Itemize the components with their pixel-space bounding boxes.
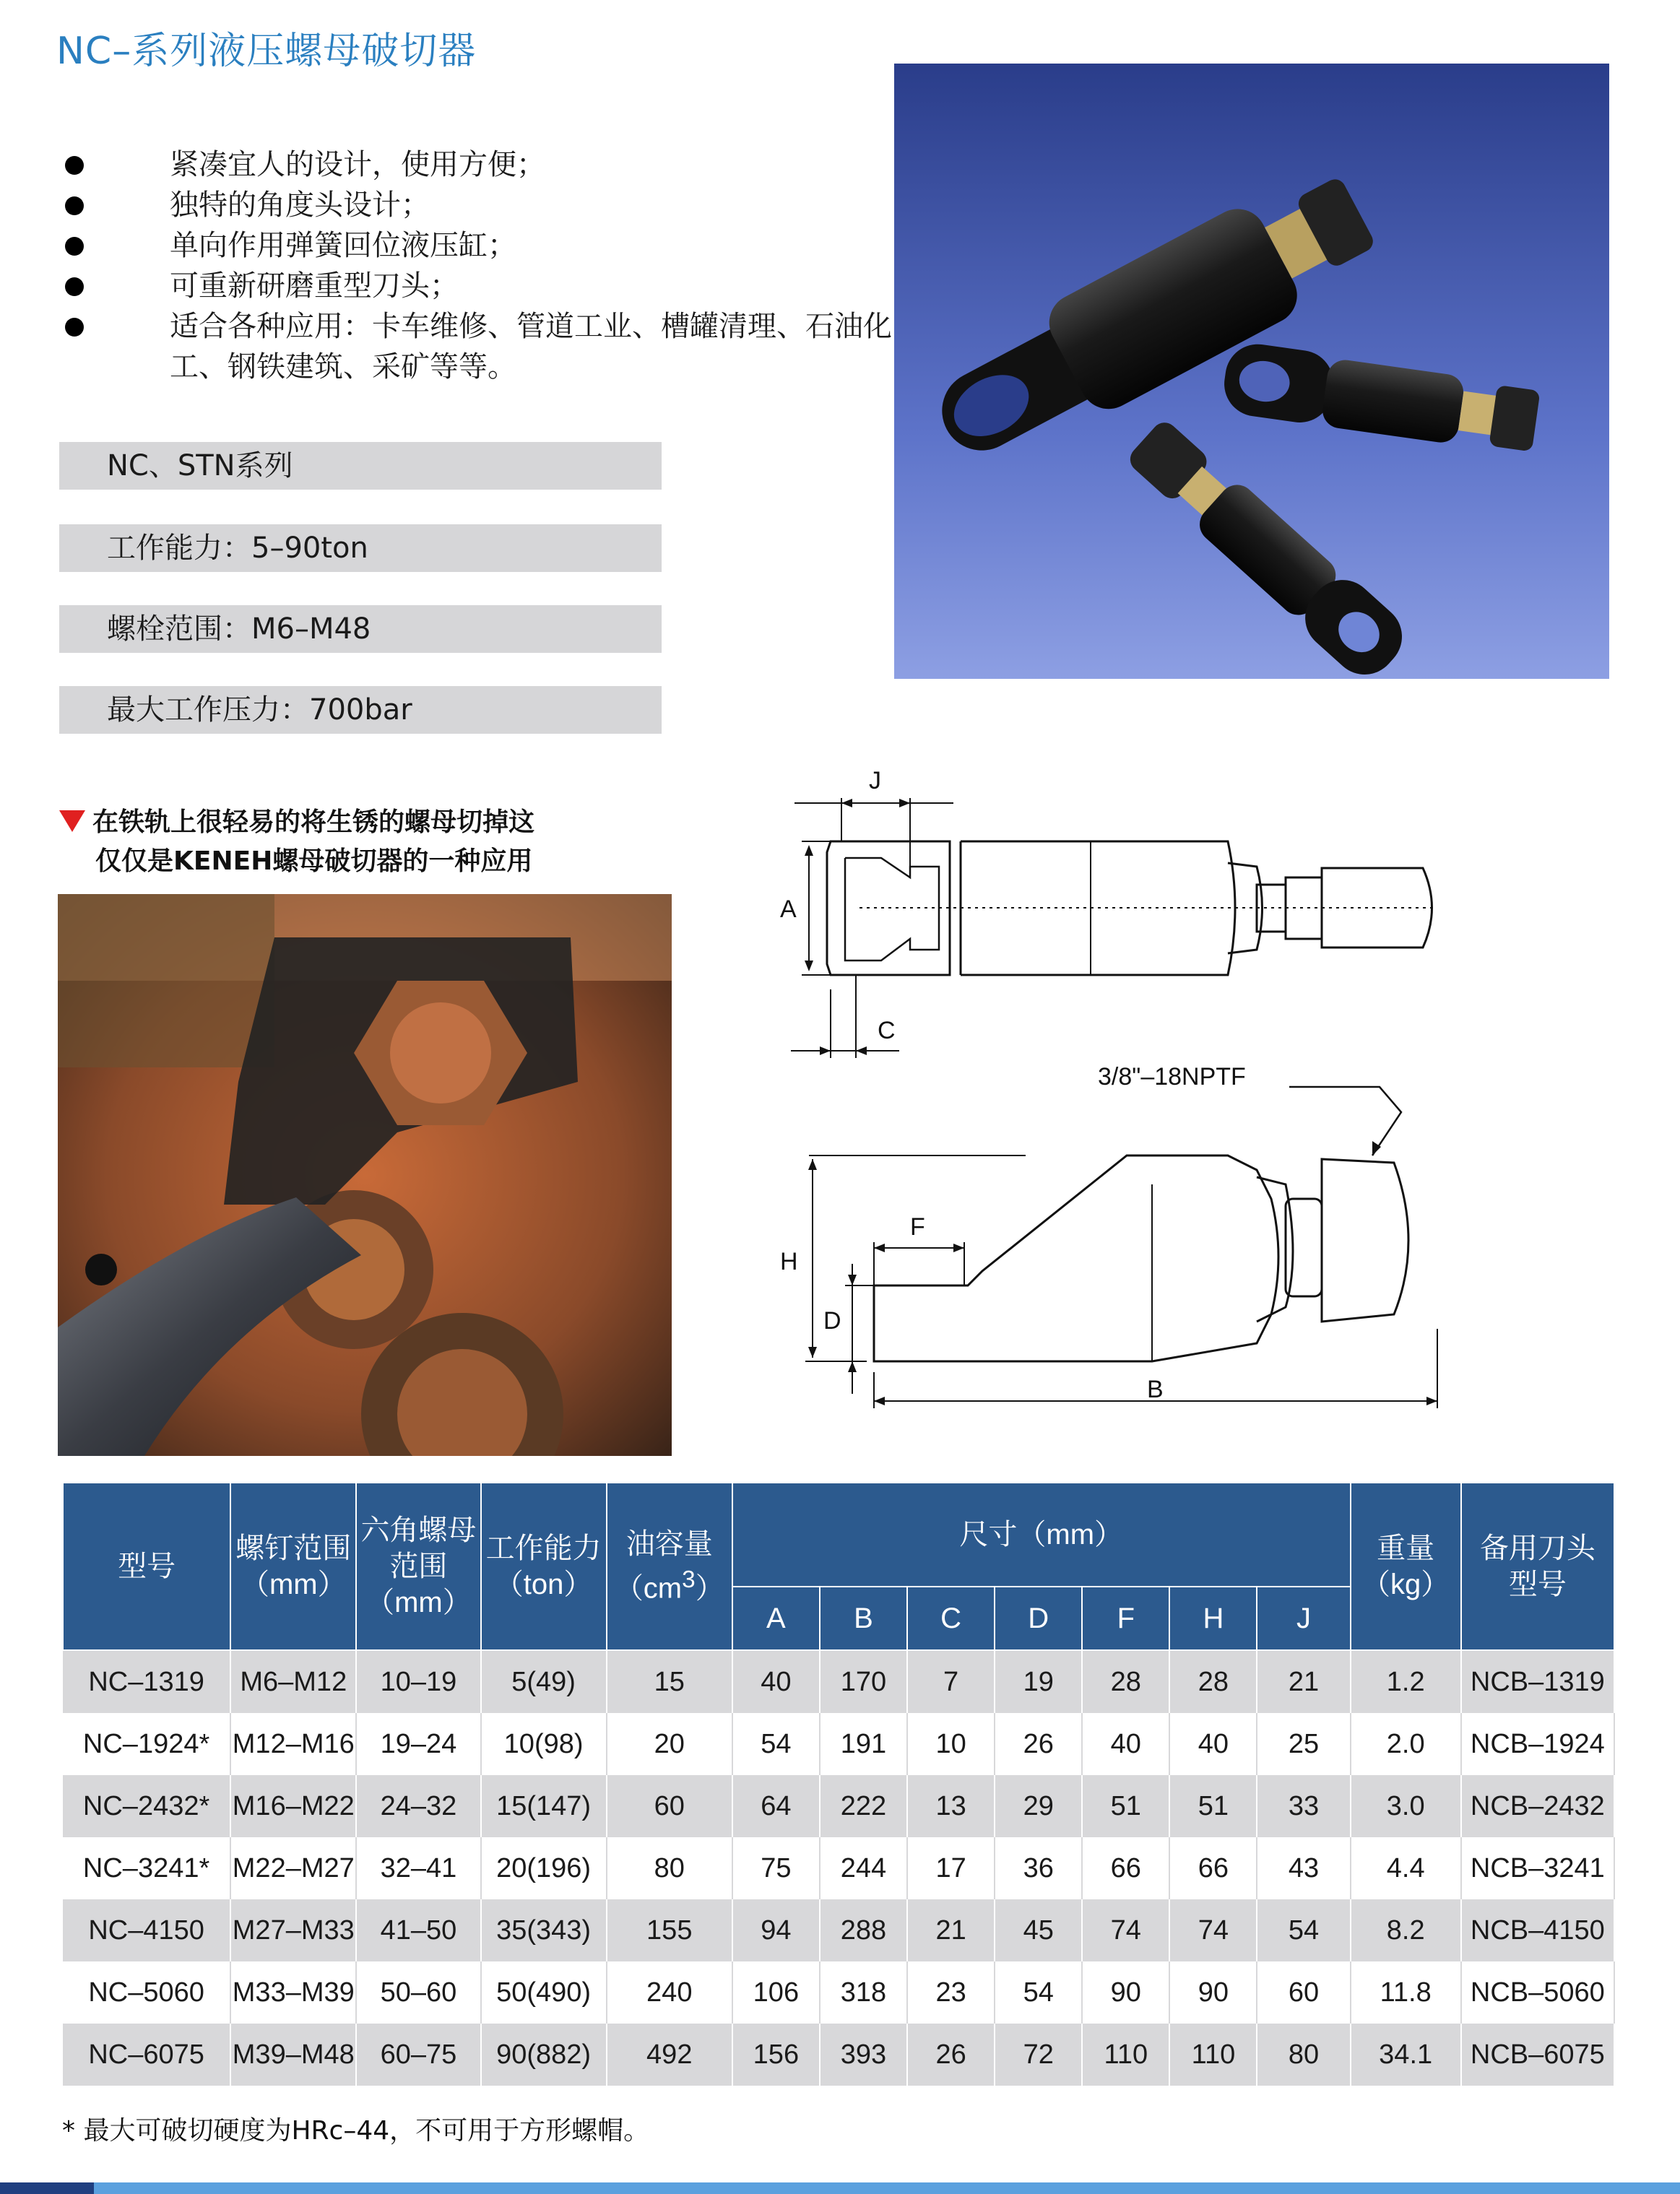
table-cell: NCB–4150	[1461, 1899, 1614, 1961]
table-cell: M27–M33	[230, 1899, 356, 1961]
table-cell: M22–M27	[230, 1837, 356, 1899]
table-cell: 10(98)	[481, 1713, 607, 1775]
label-b: B	[1147, 1376, 1164, 1403]
table-row	[63, 1775, 1614, 1837]
table-cell: 54	[995, 1961, 1082, 2024]
spec-table	[62, 1482, 1615, 2086]
header-model: 型号	[63, 1483, 230, 1650]
table-cell: 23	[907, 1961, 995, 2024]
table-cell: 60	[1257, 1961, 1350, 2024]
table-row	[63, 2024, 1614, 2086]
feature-item	[58, 306, 899, 387]
table-cell: M33–M39	[230, 1961, 356, 2024]
table-cell: 50–60	[356, 1961, 480, 2024]
label-c: C	[878, 1017, 896, 1044]
header-col-d: D	[995, 1587, 1082, 1650]
dimension-drawing	[751, 751, 1473, 1430]
table-cell: 28	[1082, 1650, 1169, 1713]
table-cell: 80	[1257, 2024, 1350, 2086]
table-cell: 50(490)	[481, 1961, 607, 2024]
header-capacity: 工作能力 （ton）	[481, 1483, 607, 1650]
table-cell: 3.0	[1351, 1775, 1461, 1837]
table-cell: 19	[995, 1650, 1082, 1713]
header-weight: 重量 （kg）	[1351, 1483, 1461, 1650]
table-cell: 28	[1169, 1650, 1257, 1713]
table-cell: 66	[1169, 1837, 1257, 1899]
table-cell: M39–M48	[230, 2024, 356, 2086]
label-d: D	[823, 1307, 841, 1335]
table-cell: 40	[732, 1650, 820, 1713]
table-cell: NCB–2432	[1461, 1775, 1614, 1837]
table-cell: 90(882)	[481, 2024, 607, 2086]
table-cell: 54	[732, 1713, 820, 1775]
bullet-icon	[65, 277, 84, 296]
label-h: H	[780, 1248, 798, 1275]
table-cell: 66	[1082, 1837, 1169, 1899]
table-cell: 7	[907, 1650, 995, 1713]
table-cell: 155	[607, 1899, 732, 1961]
header-spare: 备用刀头 型号	[1461, 1483, 1614, 1650]
table-cell: 5(49)	[481, 1650, 607, 1713]
table-cell: 15	[607, 1650, 732, 1713]
table-cell: 10	[907, 1713, 995, 1775]
table-cell: NC–4150	[63, 1899, 230, 1961]
header-col-a: A	[732, 1587, 820, 1650]
table-cell: 94	[732, 1899, 820, 1961]
table-cell: 26	[907, 2024, 995, 2086]
table-cell: 106	[732, 1961, 820, 2024]
table-cell: 40	[1169, 1713, 1257, 1775]
caption-line-1: 在铁轨上很轻易的将生锈的螺母切掉这	[92, 807, 535, 837]
feature-item	[58, 185, 896, 225]
spec-bolt-range: 螺栓范围：M6–M48	[59, 605, 662, 653]
table-cell: 240	[607, 1961, 732, 2024]
spec-series: NC、STN系列	[59, 442, 662, 490]
bottom-bar-accent	[0, 2182, 94, 2194]
table-cell: 54	[1257, 1899, 1350, 1961]
header-screw-range: 螺钉范围 （mm）	[230, 1483, 356, 1650]
header-col-j: J	[1257, 1587, 1350, 1650]
table-cell: 11.8	[1351, 1961, 1461, 2024]
footnote: * 最大可破切硬度为HRc–44，不可用于方形螺帽。	[62, 2116, 650, 2146]
table-cell: NCB–6075	[1461, 2024, 1614, 2086]
table-cell: 60	[607, 1775, 732, 1837]
table-cell: 17	[907, 1837, 995, 1899]
bullet-icon	[65, 237, 84, 256]
table-cell: 10–19	[356, 1650, 480, 1713]
table-cell: 2.0	[1351, 1713, 1461, 1775]
table-cell: 29	[995, 1775, 1082, 1837]
table-cell: 60–75	[356, 2024, 480, 2086]
table-cell: 51	[1082, 1775, 1169, 1837]
table-cell: 43	[1257, 1837, 1350, 1899]
table-row	[63, 1650, 1614, 1713]
table-cell: 24–32	[356, 1775, 480, 1837]
table-cell: 25	[1257, 1713, 1350, 1775]
header-oil: 油容量 $(cm^3)$	[607, 1483, 732, 1650]
product-photo	[894, 64, 1609, 679]
table-cell: 288	[820, 1899, 907, 1961]
label-port: 3/8"–18NPTF	[1098, 1063, 1246, 1091]
header-col-f: F	[1082, 1587, 1169, 1650]
table-cell: 51	[1169, 1775, 1257, 1837]
caption-line-2: 仅仅是KENEH螺母破切器的一种应用	[95, 846, 533, 876]
table-cell: 19–24	[356, 1713, 480, 1775]
feature-text: 独特的角度头设计；	[170, 188, 430, 222]
bullet-icon	[65, 196, 84, 215]
table-cell: 110	[1082, 2024, 1169, 2086]
table-cell: 222	[820, 1775, 907, 1837]
table-cell: NCB–1924	[1461, 1713, 1614, 1775]
table-cell: 72	[995, 2024, 1082, 2086]
table-row	[63, 1713, 1614, 1775]
table-cell: 64	[732, 1775, 820, 1837]
table-cell: 21	[907, 1899, 995, 1961]
table-cell: 170	[820, 1650, 907, 1713]
table-row	[63, 1899, 1614, 1961]
bottom-bar	[0, 2182, 1680, 2194]
table-cell: 4.4	[1351, 1837, 1461, 1899]
table-cell: 80	[607, 1837, 732, 1899]
red-triangle-icon	[59, 810, 85, 832]
table-cell: 34.1	[1351, 2024, 1461, 2086]
table-cell: NCB–1319	[1461, 1650, 1614, 1713]
table-cell: 15(147)	[481, 1775, 607, 1837]
table-cell: 156	[732, 2024, 820, 2086]
label-f: F	[910, 1213, 925, 1241]
table-cell: 75	[732, 1837, 820, 1899]
feature-item	[58, 144, 896, 185]
table-cell: 90	[1082, 1961, 1169, 2024]
table-cell: M12–M16	[230, 1713, 356, 1775]
table-cell: M16–M22	[230, 1775, 356, 1837]
table-cell: NC–3241*	[63, 1837, 230, 1899]
table-cell: NC–1924*	[63, 1713, 230, 1775]
table-cell: NC–6075	[63, 2024, 230, 2086]
feature-item	[58, 266, 896, 306]
page-title: NC–系列液压螺母破切器	[56, 30, 477, 73]
table-cell: 8.2	[1351, 1899, 1461, 1961]
header-hex-range: 六角螺母 范围 （mm）	[356, 1483, 480, 1650]
table-cell: 244	[820, 1837, 907, 1899]
table-cell: NC–5060	[63, 1961, 230, 2024]
table-row	[63, 1837, 1614, 1899]
spec-max-pressure: 最大工作压力：700bar	[59, 686, 662, 734]
table-row	[63, 1961, 1614, 2024]
table-cell: 45	[995, 1899, 1082, 1961]
table-cell: 32–41	[356, 1837, 480, 1899]
table-cell: 74	[1169, 1899, 1257, 1961]
table-cell: 13	[907, 1775, 995, 1837]
table-cell: 74	[1082, 1899, 1169, 1961]
header-col-b: B	[820, 1587, 907, 1650]
table-cell: 110	[1169, 2024, 1257, 2086]
spec-capacity: 工作能力：5–90ton	[59, 524, 662, 572]
feature-text: 适合各种应用：卡车维修、管道工业、槽罐清理、石油化工、钢铁建筑、采矿等等。	[170, 310, 892, 383]
label-a: A	[780, 896, 797, 923]
table-cell: 393	[820, 2024, 907, 2086]
table-cell: 90	[1169, 1961, 1257, 2024]
feature-text: 紧凑宜人的设计，使用方便；	[170, 148, 545, 181]
label-j: J	[869, 767, 881, 794]
table-cell: 191	[820, 1713, 907, 1775]
feature-list	[58, 144, 896, 387]
table-cell: 20(196)	[481, 1837, 607, 1899]
feature-text: 可重新研磨重型刀头；	[170, 269, 459, 303]
table-cell: 318	[820, 1961, 907, 2024]
header-col-c: C	[907, 1587, 995, 1650]
table-cell: 40	[1082, 1713, 1169, 1775]
rust-nut-photo	[58, 894, 672, 1456]
table-cell: NC–1319	[63, 1650, 230, 1713]
table-cell: 33	[1257, 1775, 1350, 1837]
bullet-icon	[65, 156, 84, 175]
table-cell: 36	[995, 1837, 1082, 1899]
table-cell: 26	[995, 1713, 1082, 1775]
table-cell: NCB–3241	[1461, 1837, 1614, 1899]
header-col-h: H	[1169, 1587, 1257, 1650]
table-cell: M6–M12	[230, 1650, 356, 1713]
table-cell: 1.2	[1351, 1650, 1461, 1713]
table-cell: NC–2432*	[63, 1775, 230, 1837]
feature-text: 单向作用弹簧回位液压缸；	[170, 229, 516, 262]
feature-item	[58, 225, 896, 266]
bullet-icon	[65, 318, 84, 337]
table-cell: 492	[607, 2024, 732, 2086]
table-cell: 21	[1257, 1650, 1350, 1713]
table-cell: 41–50	[356, 1899, 480, 1961]
table-cell: NCB–5060	[1461, 1961, 1614, 2024]
table-cell: 20	[607, 1713, 732, 1775]
photo-caption	[59, 803, 534, 881]
header-dimensions: 尺寸（mm）	[732, 1483, 1351, 1587]
table-cell: 35(343)	[481, 1899, 607, 1961]
